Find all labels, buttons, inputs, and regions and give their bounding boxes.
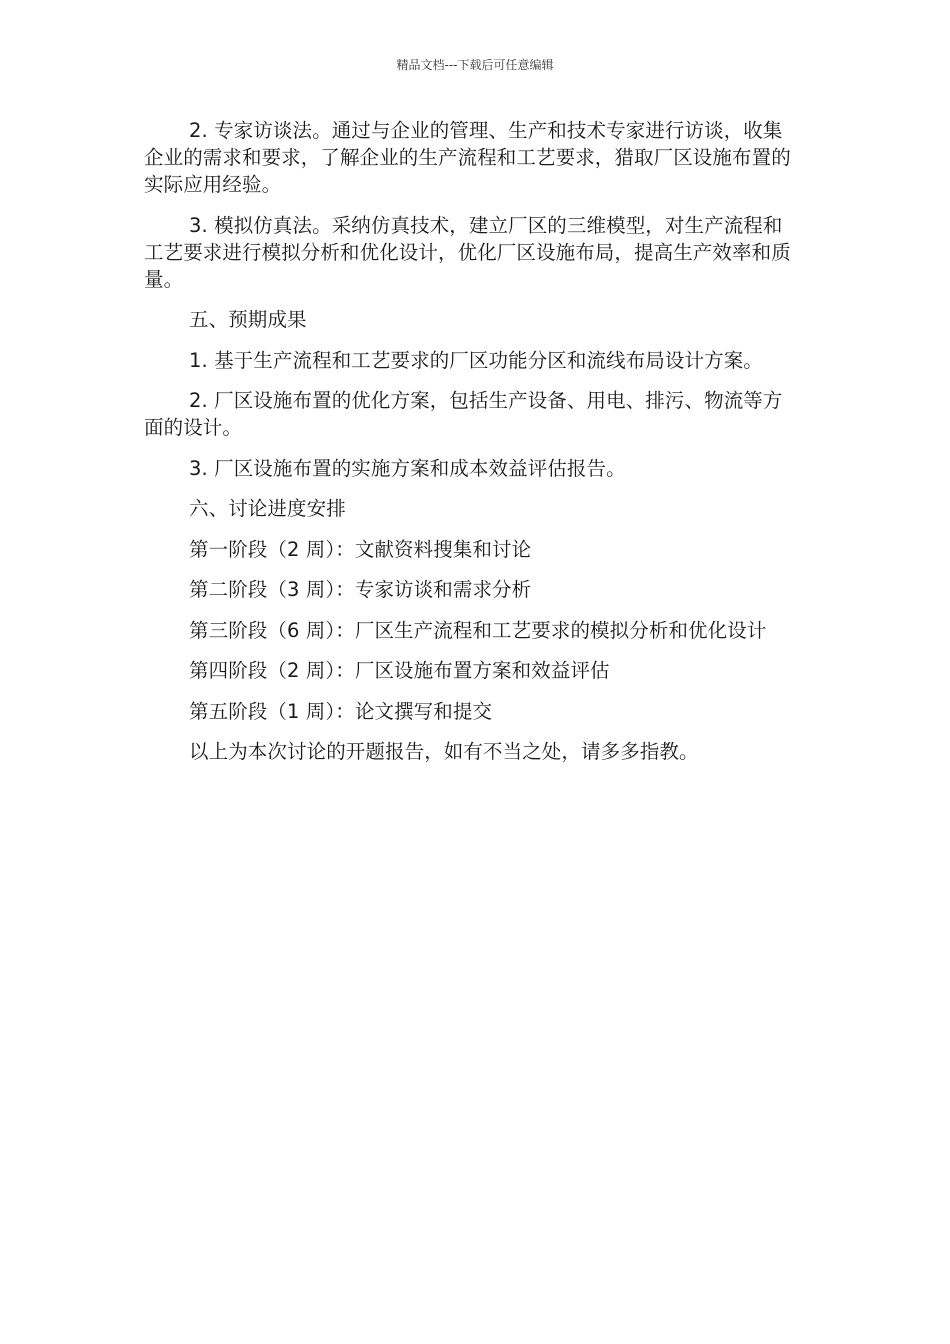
page-header: 精品文档---下载后可任意编辑 — [396, 58, 554, 72]
schedule-stage-2: 第二阶段（3 周）：专家访谈和需求分析 — [189, 578, 532, 601]
paragraph-result-2: 2. 厂区设施布置的优化方案，包括生产设备、用电、排污、物流等方面的设计。 — [144, 389, 783, 439]
paragraph-result-3: 3. 厂区设施布置的实施方案和成本效益评估报告。 — [189, 456, 626, 480]
closing-paragraph: 以上为本次讨论的开题报告，如有不当之处，请多多指教。 — [189, 740, 699, 763]
paragraph-method-expert-interview: 2. 专家访谈法。通过与企业的管理、生产和技术专家进行访谈，收集企业的需求和要求，了解企业的生产流程和工艺要求，猎取厂区设施布置的实际应用经验。 — [144, 119, 791, 196]
section-heading-expected-results: 五、预期成果 — [189, 308, 307, 331]
schedule-stage-5: 第五阶段（1 周）：论文撰写和提交 — [189, 699, 493, 723]
schedule-stage-3: 第三阶段（6 周）：厂区生产流程和工艺要求的模拟分析和优化设计 — [189, 618, 767, 642]
schedule-stage-1: 第一阶段（2 周）：文献资料搜集和讨论 — [189, 537, 532, 561]
document-body — [144, 117, 800, 779]
schedule-stage-4: 第四阶段（2 周）：厂区设施布置方案和效益评估 — [189, 659, 610, 682]
paragraph-result-1: 1. 基于生产流程和工艺要求的厂区功能分区和流线布局设计方案。 — [189, 348, 763, 372]
section-heading-schedule: 六、讨论进度安排 — [189, 497, 346, 520]
paragraph-method-simulation: 3. 模拟仿真法。采纳仿真技术，建立厂区的三维模型，对生产流程和工艺要求进行模拟分析和优化设计，优化厂区设施布局，提高生产效率和质量。 — [144, 213, 791, 291]
